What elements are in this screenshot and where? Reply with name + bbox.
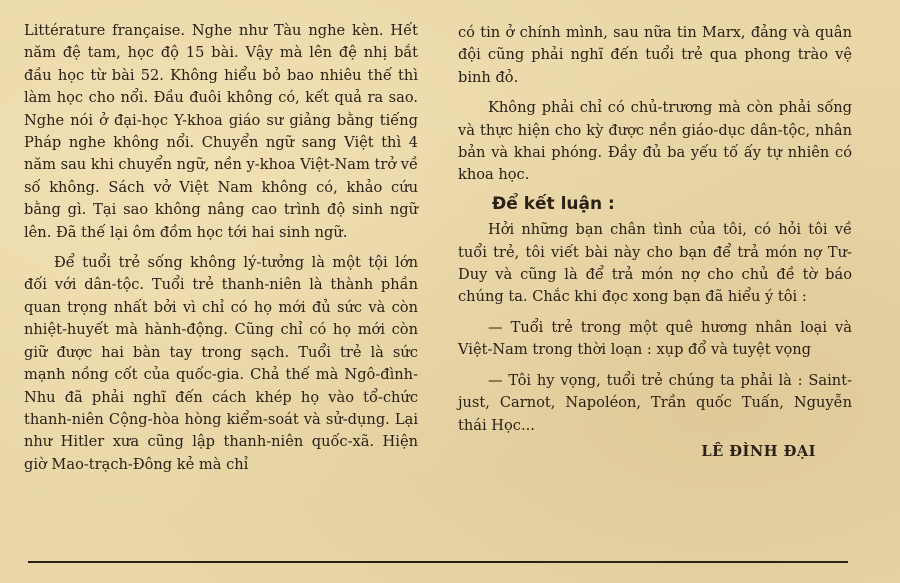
paragraph: Hởi những bạn chân tình của tôi, có hỏi tôi về tuổi trẻ, tôi viết bài này cho bạn để trả món nợ Tư-Duy và cũng là để trả món nợ cho chủ đề tờ báo chúng ta. Chắc khi đọc xong bạn đã hiểu ý tôi :: [458, 221, 852, 306]
paragraph: có tin ở chính mình, sau nữa tin Marx, đảng và quân đội cũng phải nghĩ đến tuổi trẻ qua phong trào vệ binh đỏ.: [458, 24, 852, 86]
left-column: [24, 20, 418, 476]
bottom-divider: [28, 561, 848, 563]
paragraph: — Tuổi trẻ trong một quê hương nhân loại và Việt-Nam trong thời loạn : xụp đổ và tuyệt vọng: [458, 318, 852, 359]
paragraph: Littérature française. Nghe như Tàu nghe kèn. Hết năm đệ tam, học độ 15 bài. Vậy mà lên đệ nhị bắt đầu học từ bài 52. Không hiểu bỏ bao nhiêu thế thì làm học cho nổi. Đầu đuôi không có, kết quả ra sao. Nghe nói ở đại-học Y-khoa giáo sư giảng bằng tiếng Pháp nghe không nổi. Chuyển ngữ sang Việt thì 4 năm sau khi chuyển ngữ, nền y-khoa Việt-Nam trở về số không. Sách vở Việt Nam không có, khảo cứu bằng gì. Tại sao không nâng cao trình độ sinh ngữ lên. Đã thế lại ôm đồm học tới hai sinh ngữ.: [24, 22, 418, 241]
author-name: LÊ ĐÌNH ĐẠI: [701, 442, 816, 460]
paragraph: Để tuổi trẻ sống không lý-tưởng là một tội lớn đối với dân-tộc. Tuổi trẻ thanh-niên là thành phần quan trọng nhất bởi vì chỉ có họ mới đủ sức và còn nhiệt-huyết mà hành-động. Cũng chỉ có họ mới còn giữ được hai bàn tay trong sạch. Tuổi trẻ là sức mạnh nồng cốt của quốc-gia. Chả thế mà Ngô-đình-Nhu đã phải nghĩ đến cách khép họ vào tổ-chức thanh-niên Cộng-hòa hòng kiểm-soát và sử-dụng. Lại như Hitler xưa cũng lập thanh-niên quốc-xã. Hiện giờ Mao-trạch-Đông kẻ mà chỉ: [24, 254, 418, 473]
right-column: [458, 22, 852, 463]
paragraph: Không phải chỉ có chủ-trương mà còn phải sống và thực hiện cho kỳ được nền giáo-dục dân-tộc, nhân bản và khai phóng. Đầy đủ ba yếu tố ấy tự nhiên có khoa học.: [458, 99, 852, 184]
paragraph: — Tôi hy vọng, tuổi trẻ chúng ta phải là : Saint-just, Carnot, Napoléon, Trần quốc Tuấn, Nguyễn thái Học...: [458, 371, 852, 434]
section-heading: Để kết luận :: [492, 193, 615, 214]
